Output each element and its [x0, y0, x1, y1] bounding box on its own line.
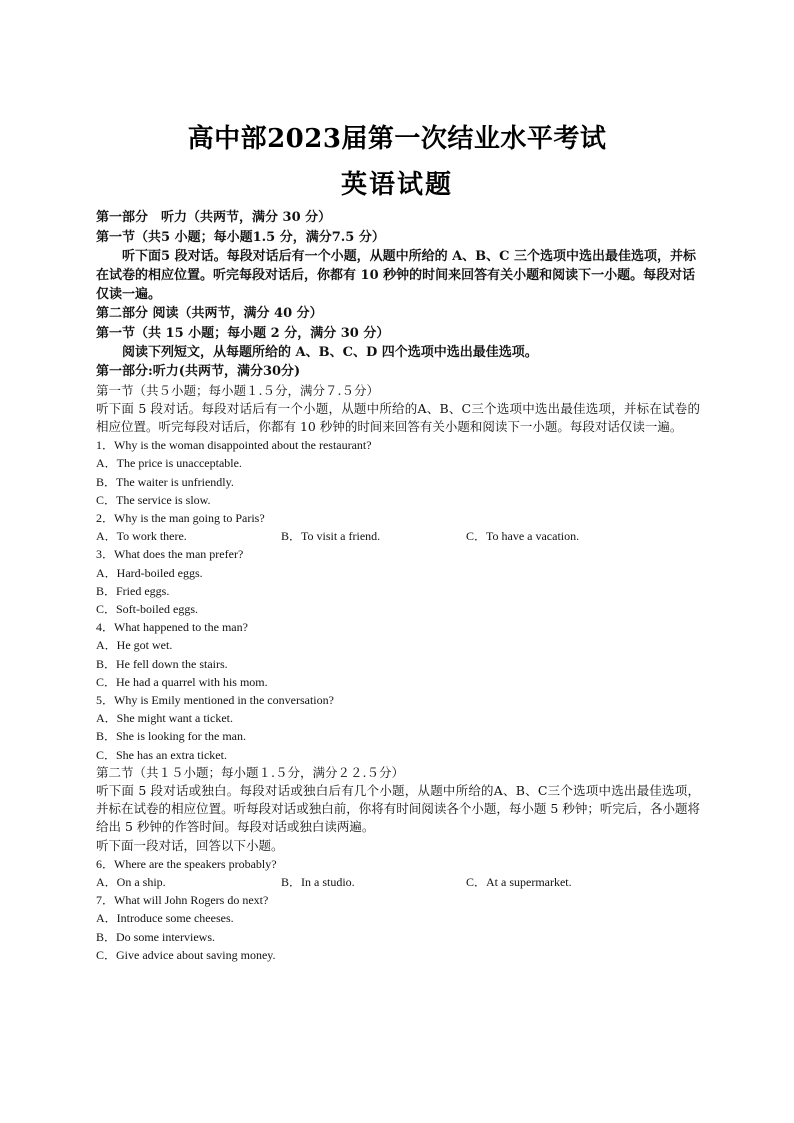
exam-title: 高中部2023届第一次结业水平考试 — [187, 124, 607, 154]
question-2-option-a: A．To work there. — [96, 529, 187, 544]
question-3: 3．What does the man prefer? — [96, 547, 244, 562]
part-one-heading: 第一部分 听力（共两节，满分 30 分） — [96, 210, 332, 225]
listening-part-heading: 第一部分:听力(共两节，满分30分) — [96, 364, 301, 379]
question-1-option-b: B．The waiter is unfriendly. — [96, 474, 234, 489]
question-5: 5．Why is Emily mentioned in the conversation? — [96, 692, 334, 707]
question-7-option-a: A．Introduce some cheeses. — [96, 911, 234, 926]
listening-section-two-heading: 第二节（共１５小题；每小题１.５分，满分２２.５分） — [96, 764, 404, 780]
question-6-option-a: A．On a ship. — [96, 874, 166, 889]
question-6-option-c: C．At a supermarket. — [466, 874, 572, 889]
section-one-instructions: 听下面5 段对话。每段对话后有一个小题，从题中所给的 A、B、C 三个选项中选出最佳选项，并标在试卷的相应位置。听完每段对话后，你都有 10 秒钟的时间来回答有关小题和阅读下一小题。每段对话仅读一遍。 — [96, 249, 697, 302]
question-3-option-a: A．Hard-boiled eggs. — [96, 565, 203, 580]
exam-subtitle: 英语试题 — [340, 170, 453, 200]
listening-section-two-note: 听下面一段对话，回答以下小题。 — [96, 837, 284, 853]
exam-content — [96, 208, 700, 964]
question-2-option-b: B．To visit a friend. — [281, 529, 381, 544]
listening-section-two-instructions: 听下面 5 段对话或独白。每段对话或独白后有几个小题，从题中所给的A、B、C三个选项中选出最佳选项，并标在试卷的相应位置。听每段对话或独白前，你将有时间阅读各个小题，每小题 5 秒钟；听完后，各小题将给出 5 秒钟的作答时间。每段对话或独白读两遍。 — [96, 782, 700, 835]
question-2: 2．Why is the man going to Paris? — [96, 510, 265, 525]
question-2-option-c: C．To have a vacation. — [466, 529, 580, 544]
part-two-heading: 第二部分 阅读（共两节，满分 40 分） — [96, 306, 323, 321]
part-two-section-one-heading: 第一节（共 15 小题；每小题 2 分，满分 30 分） — [96, 325, 390, 341]
part-two-instructions: 阅读下列短文，从每题所给的 A、B、C、D 四个选项中选出最佳选项。 — [122, 345, 538, 360]
question-7: 7．What will John Rogers do next? — [96, 893, 269, 908]
question-1-option-a: A．The price is unacceptable. — [96, 456, 242, 471]
question-5-option-a: A．She might want a ticket. — [96, 711, 233, 726]
listening-section-one-instructions: 听下面 5 段对话。每段对话后有一个小题，从题中所给的A、B、C三个选项中选出最佳选项，并标在试卷的相应位置。听完每段对话后，你都有 10 秒钟的时间来回答有关小题和阅读下一小题。每段对话仅读一遍。 — [96, 400, 700, 434]
question-4-option-a: A．He got wet. — [96, 638, 173, 653]
question-5-option-c: C．She has an extra ticket. — [96, 747, 227, 762]
question-6-options — [96, 873, 700, 891]
question-2-options — [96, 527, 700, 545]
listening-section-one-heading: 第一节（共５小题；每小题１.５分，满分７.５分） — [96, 382, 379, 398]
question-1: 1．Why is the woman disappointed about the restaurant? — [96, 438, 372, 453]
question-7-option-c: C．Give advice about saving money. — [96, 947, 276, 962]
question-6-option-b: B．In a studio. — [281, 874, 355, 889]
question-6: 6．Where are the speakers probably? — [96, 856, 277, 871]
question-4-option-c: C．He had a quarrel with his mom. — [96, 674, 268, 689]
question-3-option-b: B．Fried eggs. — [96, 583, 170, 598]
section-one-heading: 第一节（共5 小题；每小题1.5 分，满分7.5 分） — [96, 229, 385, 245]
question-3-option-c: C．Soft-boiled eggs. — [96, 601, 198, 616]
question-5-option-b: B．She is looking for the man. — [96, 729, 246, 744]
question-4: 4．What happened to the man? — [96, 620, 248, 635]
question-4-option-b: B．He fell down the stairs. — [96, 656, 228, 671]
question-7-option-b: B．Do some interviews. — [96, 929, 215, 944]
question-1-option-c: C．The service is slow. — [96, 492, 211, 507]
